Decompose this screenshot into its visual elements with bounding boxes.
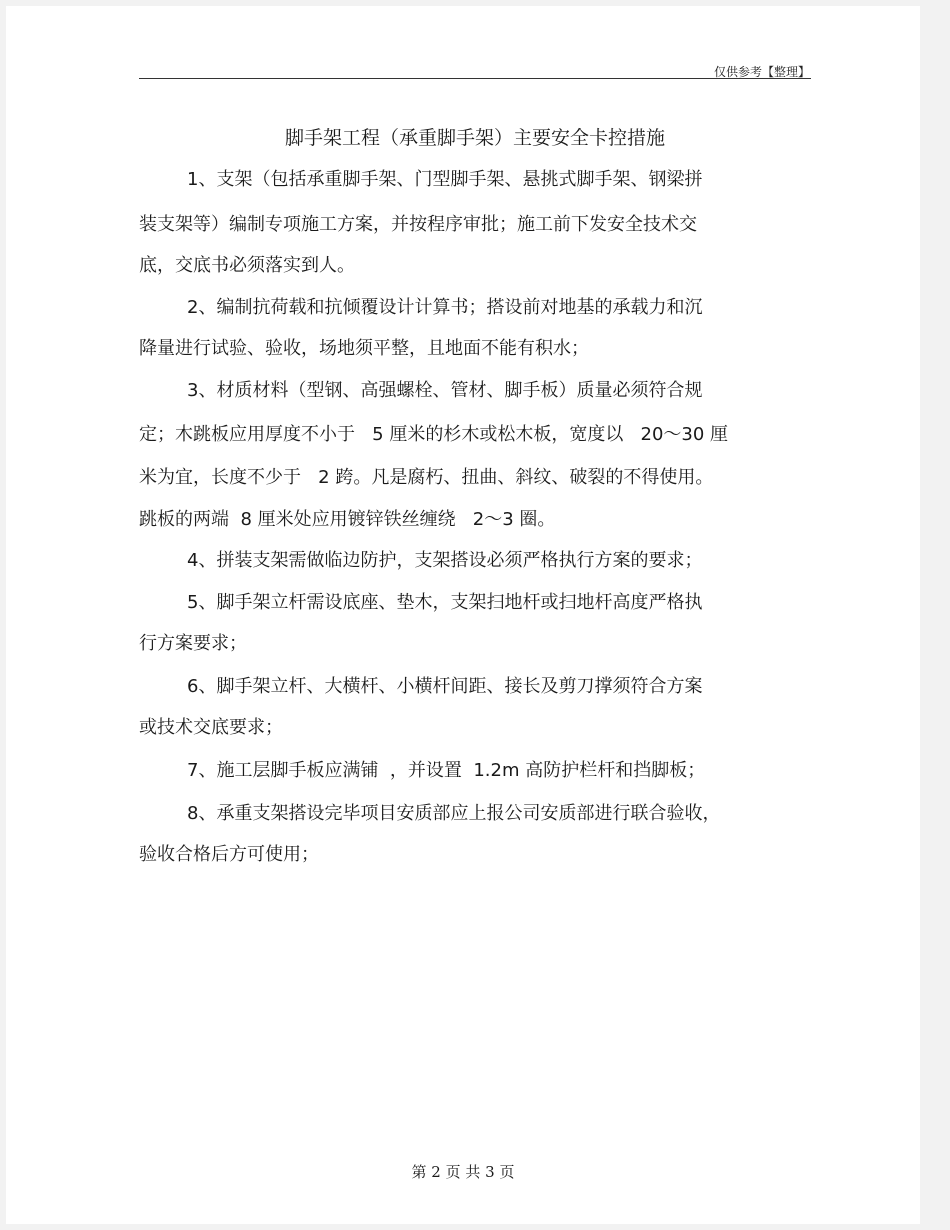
paragraph-8-line-2: 验收合格后方可使用； (139, 844, 319, 865)
document-page (6, 6, 920, 1224)
paragraph-3-line-3: 米为宜，长度不少于 2 跨。凡是腐朽、扭曲、斜纹、破裂的不得使用。 (139, 467, 714, 488)
page-number-footer: 第 2 页 共 3 页 (411, 1163, 515, 1181)
paragraph-6-line-2: 或技术交底要求； (139, 717, 283, 738)
header-note: 仅供参考【整理】 (713, 65, 810, 79)
paragraph-1-line-3: 底，交底书必须落实到人。 (139, 255, 355, 276)
paragraph-2-line-2: 降量进行试验、验收，场地须平整，且地面不能有积水； (139, 338, 589, 359)
paragraph-4-line-1: 4、拼装支架需做临边防护，支架搭设必须严格执行方案的要求； (187, 550, 703, 571)
paragraph-2-line-1: 2、编制抗荷载和抗倾覆设计计算书；搭设前对地基的承载力和沉 (187, 297, 703, 318)
paragraph-1-line-2: 装支架等）编制专项施工方案，并按程序审批；施工前下发安全技术交 (139, 214, 697, 235)
header-rule (139, 78, 811, 79)
paragraph-5-line-1: 5、脚手架立杆需设底座、垫木，支架扫地杆或扫地杆高度严格执 (187, 592, 703, 613)
paragraph-3-line-1: 3、材质材料（型钢、高强螺栓、管材、脚手板）质量必须符合规 (187, 380, 703, 401)
paragraph-8-line-1: 8、承重支架搭设完毕项目安质部应上报公司安质部进行联合验收， (187, 803, 721, 824)
paragraph-3-line-4: 跳板的两端 8 厘米处应用镀锌铁丝缠绕 2～3 圈。 (139, 509, 556, 530)
paragraph-6-line-1: 6、脚手架立杆、大横杆、小横杆间距、接长及剪刀撑须符合方案 (187, 676, 703, 697)
document-title: 脚手架工程（承重脚手架）主要安全卡控措施 (284, 127, 665, 149)
paragraph-1-line-1: 1、支架（包括承重脚手架、门型脚手架、悬挑式脚手架、钢梁拼 (187, 169, 703, 190)
paragraph-7-line-1: 7、施工层脚手板应满铺 ，并设置 1.2m 高防护栏杆和挡脚板； (187, 760, 706, 781)
paragraph-3-line-2: 定；木跳板应用厚度不小于 5 厘米的杉木或松木板，宽度以 20～30 厘 (139, 424, 729, 445)
paragraph-5-line-2: 行方案要求； (139, 633, 247, 654)
